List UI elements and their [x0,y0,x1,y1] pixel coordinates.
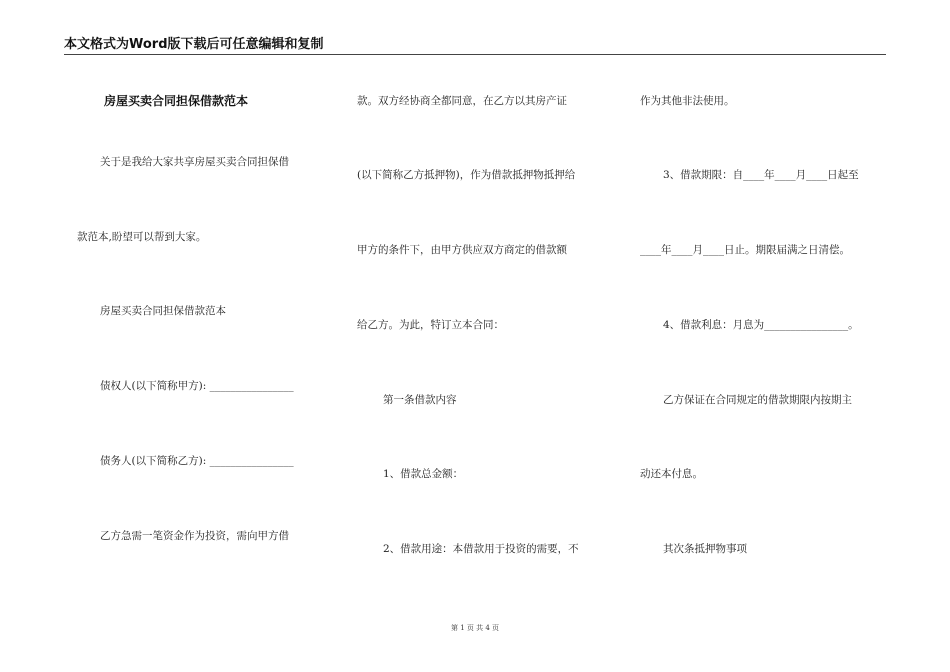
loan-term-end-line: ____年____月____日止。期限届满之日清偿。 [640,244,850,256]
paragraph-line: 给乙方。为此，特订立本合同： [357,319,504,331]
paragraph-line: 乙方急需一笔资金作为投资，需向甲方借 [100,530,289,542]
paragraph-line: 关于是我给大家共享房屋买卖合同担保借 [100,156,289,168]
loan-purpose-line: 2、借款用途：本借款用于投资的需要，不 [383,543,579,555]
left-column [0,0,335,672]
paragraph-line: 作为其他非法使用。 [640,95,735,107]
loan-term-line: 3、借款期限：自____年____月____日起至 [663,169,859,181]
loan-interest-line: 4、借款利息：月息为________________。 [663,319,859,331]
paragraph-line: 动还本付息。 [640,468,703,480]
creditor-line: 债权人(以下简称甲方): ________________ [100,380,294,392]
paragraph-line: 款范本,盼望可以帮到大家。 [77,231,207,243]
debtor-line: 债务人(以下简称乙方): ________________ [100,455,294,467]
article-heading: 其次条抵押物事项 [663,543,747,555]
document-header-banner: 本文格式为Word版下载后可任意编辑和复制 [64,37,324,52]
paragraph-line: 乙方保证在合同规定的借款期限内按期主 [663,394,852,406]
document-title: 房屋买卖合同担保借款范本 [104,94,249,108]
paragraph-line: 款。双方经协商全都同意，在乙方以其房产证 [357,95,567,107]
section-heading: 房屋买卖合同担保借款范本 [100,305,226,317]
middle-column [335,0,620,672]
loan-amount-line: 1、借款总金额： [383,468,464,480]
paragraph-line: 甲方的条件下，由甲方供应双方商定的借款额 [357,244,567,256]
article-heading: 第一条借款内容 [383,394,457,406]
right-column [620,0,920,672]
paragraph-line: (以下简称乙方抵押物)，作为借款抵押物抵押给 [357,169,576,181]
page-number: 第 1 页 共 4 页 [450,624,500,632]
